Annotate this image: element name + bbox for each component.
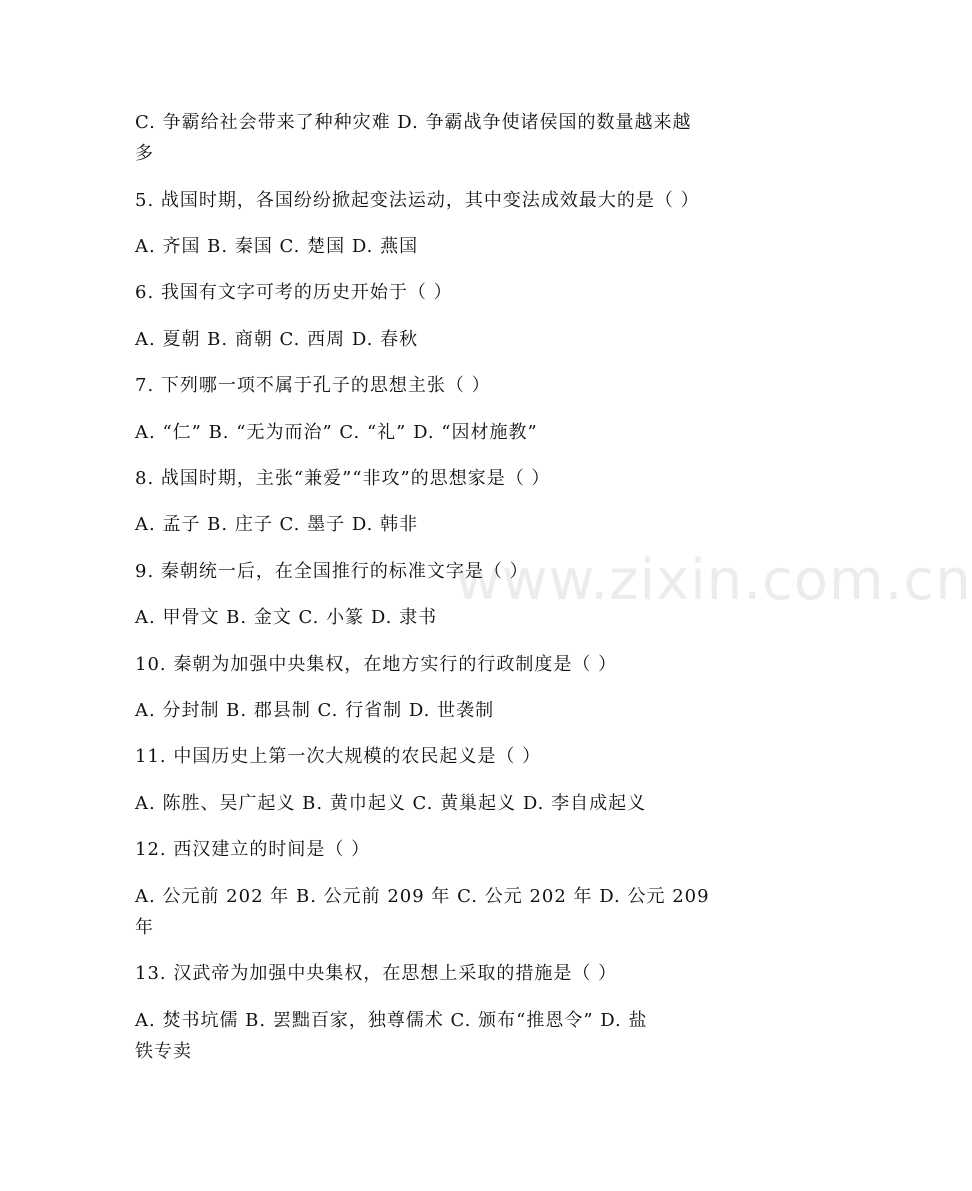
watermark: www.zixin.com.cn [455,548,972,613]
question-7: 7. 下列哪一项不属于孔子的思想主张（ ） [135,375,491,396]
question-5: 5. 战国时期，各国纷纷掀起变法运动，其中变法成效最大的是（ ） [135,190,700,211]
question-9: 9. 秦朝统一后，在全国推行的标准文字是（ ） [135,561,529,582]
options-12: A. 公元前 202 年 B. 公元前 209 年 C. 公元 202 年 D. 公元 209 [135,886,710,907]
options-9: A. 甲骨文 B. 金文 C. 小篆 D. 隶书 [135,607,438,628]
options-6: A. 夏朝 B. 商朝 C. 西周 D. 春秋 [135,329,419,350]
options-11: A. 陈胜、吴广起义 B. 黄巾起义 C. 黄巢起义 D. 李自成起义 [135,793,647,814]
options-8: A. 孟子 B. 庄子 C. 墨子 D. 韩非 [135,514,419,535]
option-line-q4-cd: C. 争霸给社会带来了种种灾难 D. 争霸战争使诸侯国的数量越来越 [135,112,692,133]
question-6: 6. 我国有文字可考的历史开始于（ ） [135,282,453,303]
options-13: A. 焚书坑儒 B. 罢黜百家，独尊儒术 C. 颁布“推恩令” D. 盐 [135,1010,648,1031]
options-13-wrap: 铁专卖 [135,1041,192,1062]
question-13: 13. 汉武帝为加强中央集权，在思想上采取的措施是（ ） [135,963,618,984]
question-12: 12. 西汉建立的时间是（ ） [135,839,371,860]
option-line-q4-cd-wrap: 多 [135,143,154,164]
question-10: 10. 秦朝为加强中央集权，在地方实行的行政制度是（ ） [135,654,618,675]
question-11: 11. 中国历史上第一次大规模的农民起义是（ ） [135,746,542,767]
question-8: 8. 战国时期，主张“兼爱”“非攻”的思想家是（ ） [135,468,551,489]
options-7: A. “仁” B. “无为而治” C. “礼” D. “因材施教” [135,422,538,443]
options-5: A. 齐国 B. 秦国 C. 楚国 D. 燕国 [135,236,419,257]
options-12-wrap: 年 [135,917,154,938]
options-10: A. 分封制 B. 郡县制 C. 行省制 D. 世袭制 [135,700,495,721]
